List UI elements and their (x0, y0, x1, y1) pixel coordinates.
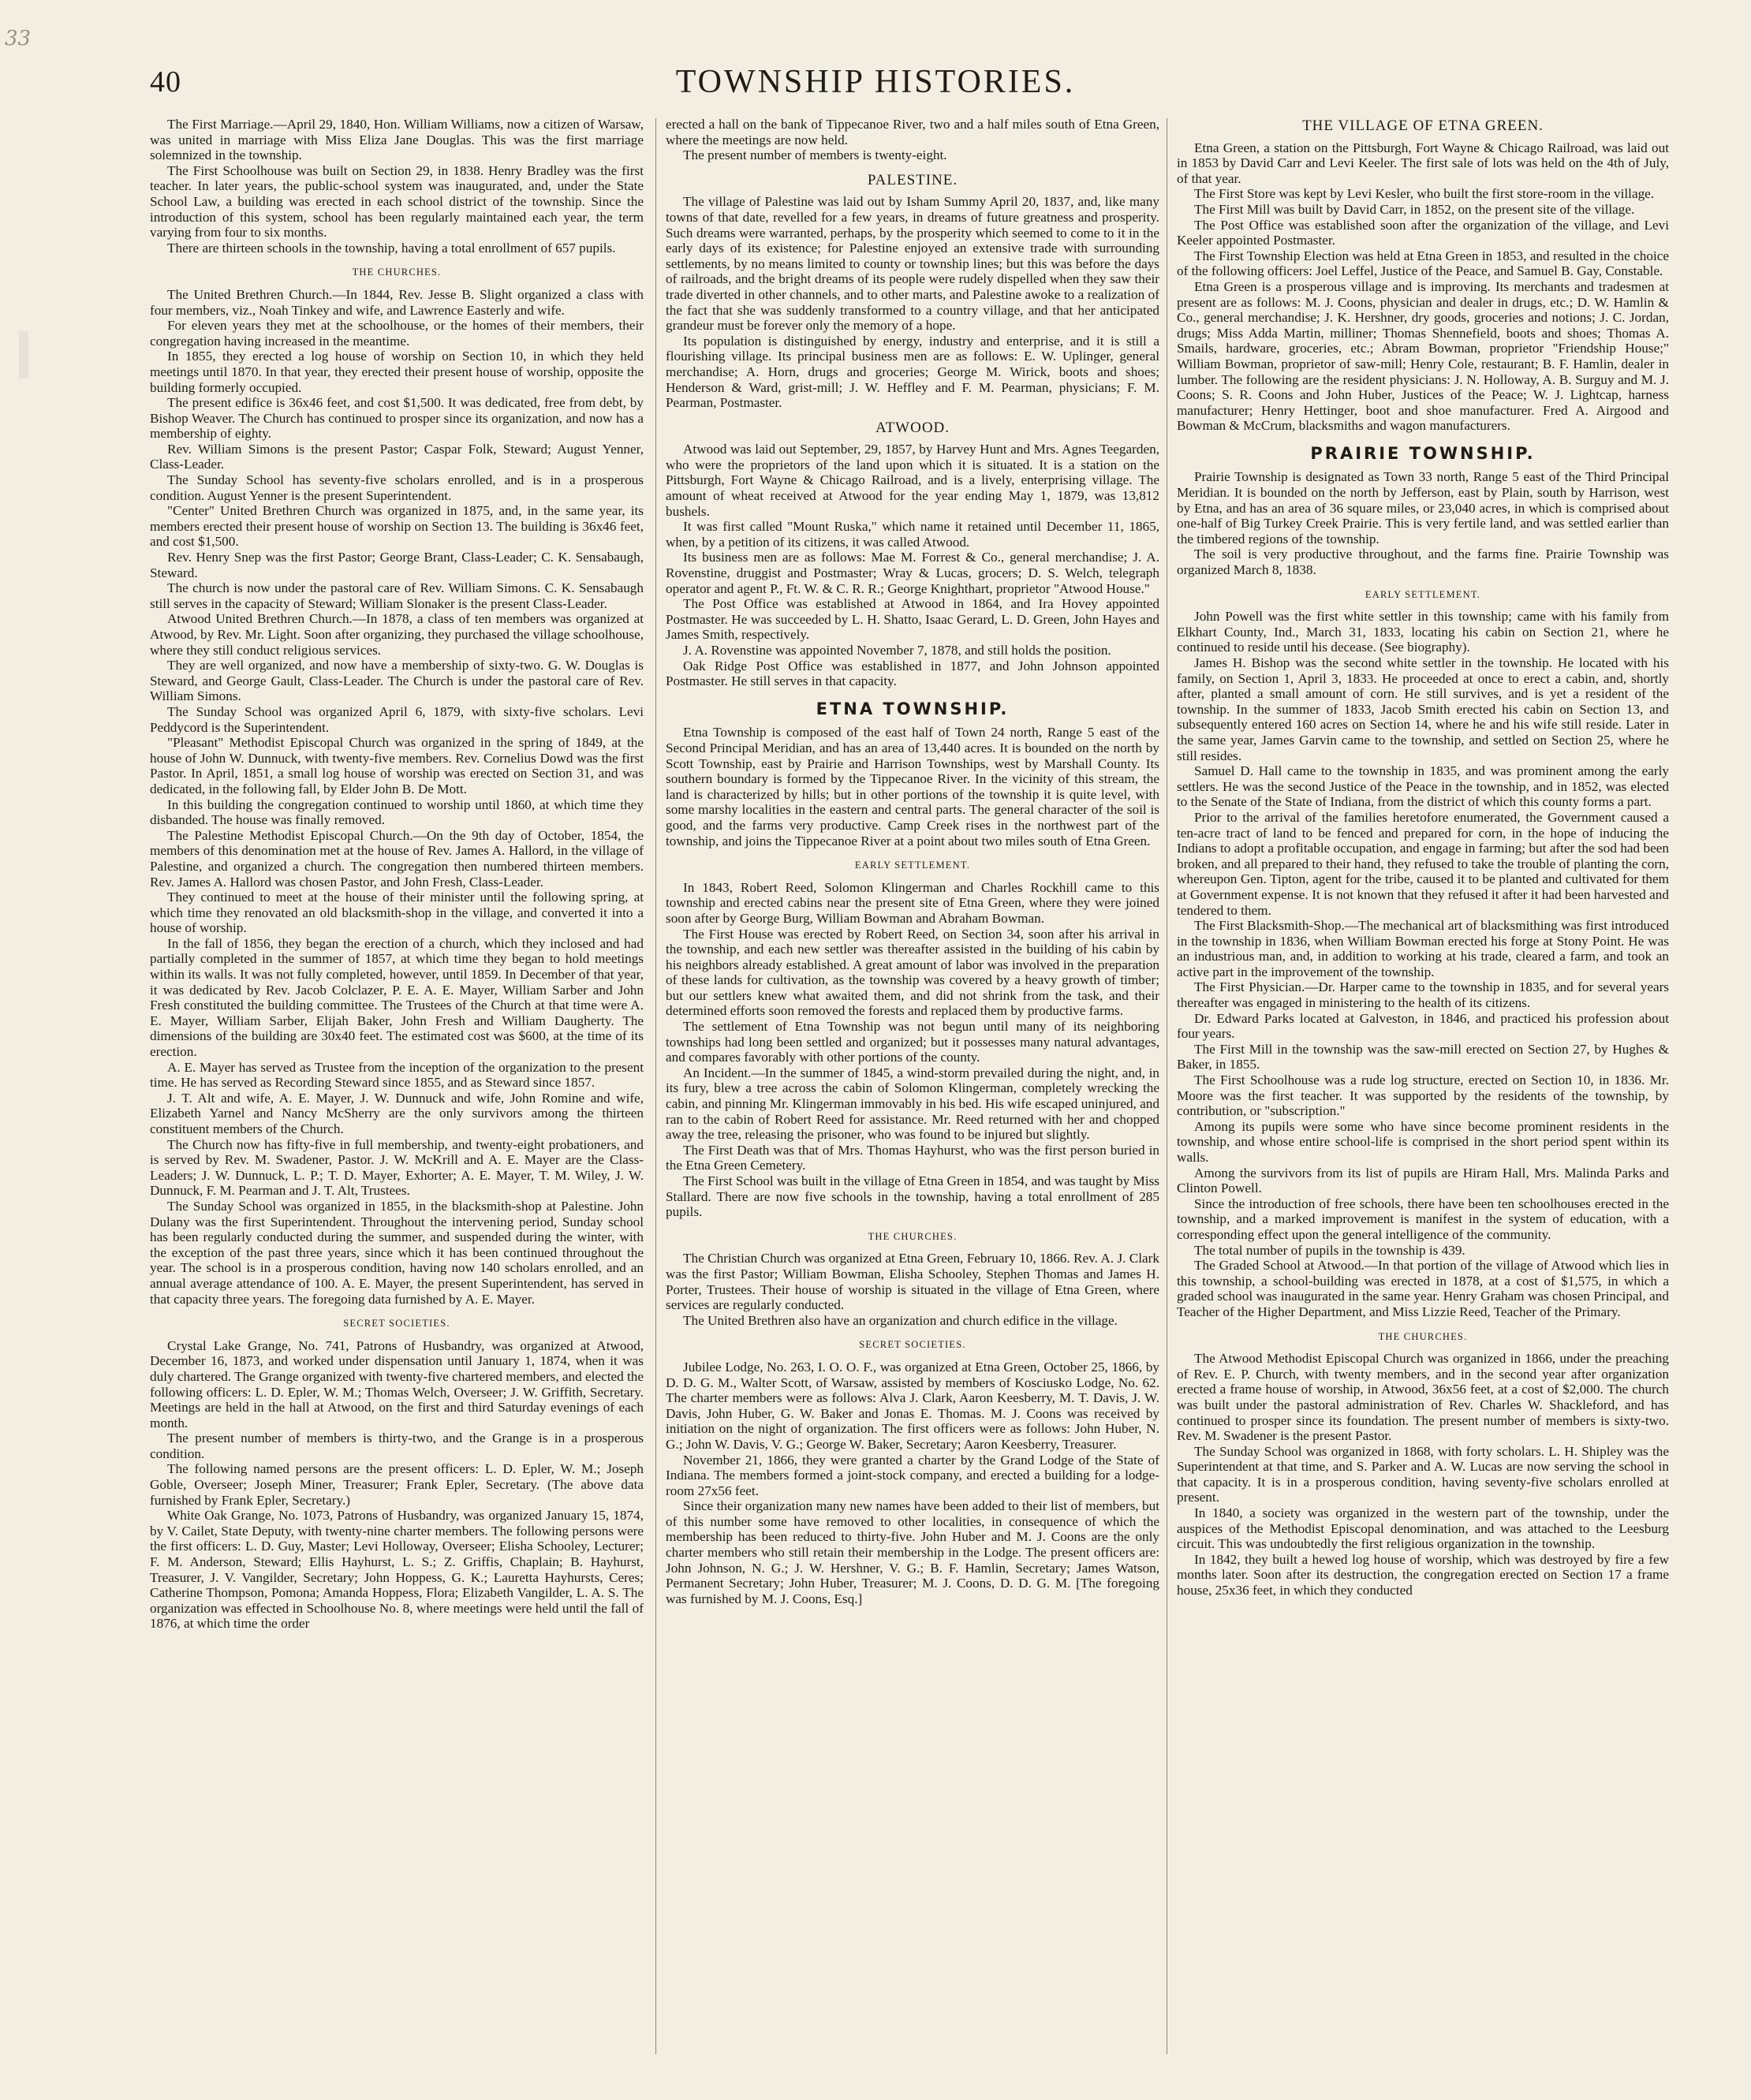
paragraph: The present number of members is twenty-eight. (683, 147, 947, 163)
section-subheading: SECRET SOCIETIES. (343, 1318, 450, 1330)
paper-stain (19, 331, 28, 379)
paragraph: The First Death was that of Mrs. Thomas Hayhurst, who was the first person buried in the Etna Green Cemetery. (666, 1142, 1159, 1173)
paragraph: The First School was built in the village of Etna Green in 1854, and was taught by Miss Stallard. There are now five schools in the township, having a total enrollment of 285 pupils. (666, 1173, 1159, 1220)
pencil-mark: 33 (5, 27, 32, 50)
paragraph: There are thirteen schools in the township, having a total enrollment of 657 pupils. (167, 240, 616, 256)
paragraph: Rev. William Simons is the present Pastor; Caspar Folk, Steward; August Yenner, Class-Leader. (150, 441, 644, 472)
paragraph: John Powell was the first white settler in this township; came with his family from Elkhart County, Ind., March 31, 1833, locating his cabin on Section 21, where he continued to reside until his decease. (See biography). (1177, 609, 1669, 655)
section-subheading: EARLY SETTLEMENT. (854, 860, 971, 871)
paragraph: The Graded School at Atwood.—In that portion of the village of Atwood which lies in this township, a school-building was erected in 1878, at a cost of $1,575, in which a graded school was inaugurated in the same year. Henry Graham was chosen Principal, and Teacher of the Higher Department, and Miss Lizzie Reed, Teacher of the Primary. (1177, 1258, 1669, 1319)
column-rule (655, 118, 656, 2054)
column-1 (150, 117, 644, 1632)
paragraph: The Palestine Methodist Episcopal Church.—On the 9th day of October, 1854, the members of this denomination met at the house of Rev. James A. Hallord, in the village of Palestine, and organized a church. The congregation then numbered thirteen members. Rev. James A. Hallord was chosen Pastor, and John Fresh, Class-Leader. (150, 827, 644, 890)
paragraph: They are well organized, and now have a membership of sixty-two. G. W. Douglas is Steward, and George Gault, Class-Leader. The Church is under the pastoral care of Rev. William Simons. (150, 658, 644, 704)
paragraph: The following named persons are the present officers: L. D. Epler, W. M.; Joseph Goble, Overseer; Joseph Miner, Treasurer; Frank Epler, Secretary. (The above data furnished by Frank Epler, Secretary.) (150, 1461, 644, 1508)
paragraph: Etna Green, a station on the Pittsburgh, Fort Wayne & Chicago Railroad, was laid out in 1853 by David Carr and Levi Keeler. The first sale of lots was held on the 4th of July, of that year. (1177, 140, 1669, 186)
paragraph: The Sunday School was organized April 6, 1879, with sixty-five scholars. Levi Peddycord is the Superintendent. (150, 703, 644, 735)
paragraph: Its business men are as follows: Mae M. Forrest & Co., general merchandise; J. A. Rovenstine, druggist and Postmaster; Wray & Lucas, grocers; D. S. Welch, telegraph operator and agent P., Ft. W. & C. R. R.; George Knighthart, proprietor "Atwood House." (666, 550, 1159, 596)
paragraph: The First House was erected by Robert Reed, on Section 34, soon after his arrival in the township, and each new settler was thereafter assisted in the building of his cabin by his neighbors already established. A great amount of labor was involved in the preparation of these lands for cultivation, as the township was covered by a heavy growth of timber; but our settlers knew what awaited them, and did not shrink from the task, and their determined efforts soon removed the forests and replaced them by productive farms. (666, 926, 1159, 1019)
paragraph: Prior to the arrival of the families heretofore enumerated, the Government caused a ten-acre tract of land to be fenced and prepared for corn, in the hope of inducing the Indians to adopt a profitable occupation, and engage in farming; but after the sod had been broken, and all prepared to their hand, they refused to take the trouble of planting the corn, whereupon Gen. Tipton, agent for the tribe, caused it to be planted and cultivated for them at Government expense. It is not known that they refused it after it had been harvested and tendered to them. (1177, 809, 1669, 918)
paragraph: An Incident.—In the summer of 1845, a wind-storm prevailed during the night, and, in its fury, blew a tree across the cabin of Solomon Klingerman, completely wrecking the cabin, and pinning Mr. Klingerman immovably in his bed. His wife escaped uninjured, and ran to the cabin of Robert Reed for assistance. Mr. Reed returned with her and chopped away the tree, releasing the prisoner, who was found to be injured but slightly. (666, 1065, 1159, 1143)
paragraph: The village of Palestine was laid out by Isham Summy April 20, 1837, and, like many towns of that date, revelled for a few years, in dreams of future greatness and prosperity. Such dreams were warranted, perhaps, by the prosperity which seemed to come to it in the early days of its existence; for Palestine enjoyed an extensive trade with surrounding settlements, by no means limited to county or township lines; but this was before the days of railroads, and the bright dreams of its people were rudely dispelled when they saw their trade diverted in other channels, and to other marts, and Palestine awoke to a realization of the fact that she was suddenly transformed to a country village, and that her anticipated grandeur must be forever only the memory of a hope. (666, 194, 1159, 334)
paragraph: Its population is distinguished by energy, industry and enterprise, and it is still a flourishing village. Its principal business men are as follows: E. W. Uplinger, general merchandise; A. Horn, drugs and groceries; George M. Wirick, boots and shoes; Henderson & Ward, grist-mill; J. W. Heffley and F. M. Pearman, physicians; F. M. Pearman, Postmaster. (666, 333, 1159, 411)
paragraph: The Sunday School has seventy-five scholars enrolled, and is in a prosperous condition. August Yenner is the present Superintendent. (150, 472, 644, 503)
paragraph: Among its pupils were some who have since become prominent residents in the township, and whose entire school-life is comprised in the short period spent within its walls. (1177, 1118, 1669, 1165)
section-heading: ATWOOD. (875, 419, 950, 436)
page-number: 40 (150, 65, 181, 99)
paragraph: The soil is very productive throughout, and the farms fine. Prairie Township was organized March 8, 1838. (1177, 546, 1669, 578)
paragraph: The Post Office was established soon after the organization of the village, and Levi Keeler appointed Postmaster. (1177, 217, 1669, 248)
paragraph: A. E. Mayer has served as Trustee from the inception of the organization to the present time. He has served as Recording Steward since 1855, and as Steward since 1857. (150, 1059, 644, 1091)
section-subheading: SECRET SOCIETIES. (859, 1339, 966, 1351)
section-subheading: THE CHURCHES. (352, 267, 442, 278)
paragraph: In 1855, they erected a log house of worship on Section 10, in which they held meetings until 1870. In that year, they erected their present house of worship, opposite the building formerly occupied. (150, 349, 644, 395)
paragraph: The settlement of Etna Township was not begun until many of its neighboring townships had long been settled and organized; but it possesses many natural advantages, and compares favorably with other portions of the county. (666, 1019, 1159, 1065)
paragraph: Rev. Henry Snep was the first Pastor; George Brant, Class-Leader; C. K. Sensabaugh, Steward. (150, 550, 644, 580)
paragraph: In this building the congregation continued to worship until 1860, at which time they disbanded. The house was finally removed. (150, 796, 644, 828)
paragraph: November 21, 1866, they were granted a charter by the Grand Lodge of the State of Indiana. The members formed a joint-stock company, and erected a building for a lodge-room 27x56 feet. (666, 1452, 1159, 1498)
paragraph: The First Schoolhouse was built on Section 29, in 1838. Henry Bradley was the first teacher. In later years, the public-school system was inaugurated, and, under the State School Law, a building was erected in each school district of the township. Since the introduction of this system, school has been regularly maintained each year, the term varying from four to six months. (150, 162, 644, 241)
paragraph: Crystal Lake Grange, No. 741, Patrons of Husbandry, was organized at Atwood, December 16, 1873, and worked under dispensation until January 1, 1874, when it was duly chartered. The Grange organized with twenty-five chartered members, and elected the following officers: L. D. Epler, W. M.; Thomas Welch, Overseer; J. W. Griffith, Secretary. Meetings are held in the hall at Atwood, on the first and third Saturday evenings of each month. (150, 1337, 644, 1430)
paragraph: For eleven years they met at the schoolhouse, or the homes of their members, their congregation having increased in the meantime. (150, 318, 644, 349)
section-subheading: EARLY SETTLEMENT. (1365, 588, 1481, 600)
section-subheading: THE CHURCHES. (1378, 1330, 1468, 1342)
paragraph: James H. Bishop was the second white settler in the township. He located with his family, on Section 1, April 3, 1833. He proceeded at once to erect a cabin, and, shortly after, planted a small amount of corn. He still survives, and is yet a resident of the township. In the summer of 1833, Jacob Smith erected his cabin on Section 13, and subsequently entered 160 acres on Section 14, where he and his wife still reside. Later in the same year, James Garvin came to the township, and settled on Section 25, where he still resides. (1177, 655, 1669, 763)
paragraph: White Oak Grange, No. 1073, Patrons of Husbandry, was organized January 15, 1874, by V. Cailet, State Deputy, with twenty-nine charter members. The following persons were the first officers: L. D. Guy, Master; Levi Holloway, Overseer; Elisha Schooley, Lecturer; F. M. Anderson, Steward; Ellis Hayhurst, L. S.; Z. Griffis, Chaplain; B. Hayhurst, Treasurer, J. V. Vangilder, Secretary; John Hoppess, G. K.; Lauretta Hayhursts, Ceres; Catherine Thompson, Pomona; Amanda Hoppess, Flora; Elizabeth Vangilder, L. A. S. The organization was effected in Schoolhouse No. 8, where meetings were held until the fall of 1876, at which time the order (150, 1508, 644, 1632)
paragraph: Oak Ridge Post Office was established in 1877, and John Johnson appointed Postmaster. He still serves in that capacity. (666, 658, 1159, 689)
paragraph: The present edifice is 36x46 feet, and cost $1,500. It was dedicated, free from debt, by Bishop Weaver. The Church has continued to prosper since its organization, and now has a membership of eighty. (150, 395, 644, 442)
running-head: TOWNSHIP HISTORIES. (675, 64, 1076, 100)
paragraph: The First Physician.—Dr. Harper came to the township in 1835, and for several years thereafter was engaged in ministering to the health of its citizens. (1177, 979, 1669, 1011)
paragraph: The Sunday School was organized in 1868, with forty scholars. L. H. Shipley was the Superintendent at that time, and S. Parker and A. W. Lucas are now serving the school in that capacity. It is in a prosperous condition, having seventy-five scholars enrolled at present. (1177, 1443, 1669, 1505)
paragraph: The church is now under the pastoral care of Rev. William Simons. C. K. Sensabaugh still serves in the capacity of Steward; William Slonaker is the present Class-Leader. (150, 580, 644, 611)
paragraph: The Sunday School was organized in 1855, in the blacksmith-shop at Palestine. John Dulany was the first Superintendent. Throughout the intervening period, Sunday school has been regularly conducted during the summer, and suspended during the winter, with the exception of the past three years, since which it has been continued throughout the year. The school is in a prosperous condition, having now 140 scholars enrolled, and an annual average attendance of 100. A. E. Mayer, the present Superintendent, has served in that capacity three years. The foregoing data furnished by A. E. Mayer. (150, 1198, 644, 1307)
paragraph: It was first called "Mount Ruska," which name it retained until December 11, 1865, when, by a petition of its citizens, it was called Atwood. (666, 519, 1159, 550)
paragraph: The First Blacksmith-Shop.—The mechanical art of blacksmithing was first introduced in the township in 1836, when William Bowman erected his forge at Stony Point. He was an industrious man, and, in addition to working at his trade, cleared a farm, and took an active part in the improvement of the township. (1177, 918, 1669, 979)
paragraph: The Atwood Methodist Episcopal Church was organized in 1866, under the preaching of Rev. E. P. Church, with twenty members, and in the second year after organization erected a frame house of worship, in Atwood, 36x56 feet, at a cost of $2,000. The church was built under the pastoral administration of Rev. Charles W. Shackleford, and has continued to prosper since its foundation. The present number of members is sixty-two. Rev. M. Swadener is the present Pastor. (1177, 1351, 1669, 1444)
section-subheading: THE CHURCHES. (868, 1230, 958, 1242)
paragraph: In 1842, they built a hewed log house of worship, which was destroyed by fire a few months later. Soon after its destruction, the congregation erected on Section 17 a frame house, 25x36 feet, in which they conducted (1177, 1551, 1669, 1598)
paragraph: Since their organization many new names have been added to their list of members, but of this number some have removed to other localities, in consequence of which the membership has been reduced to thirty-five. John Huber and M. J. Coons are the only charter members who still retain their membership in the Lodge. The present officers are: John Johnson, N. G.; J. W. Hershner, V. G.; B. F. Hamlin, Secretary; James Watson, Permanent Secretary; John Huber, Treasurer; M. J. Coons, D. D. G. M. [The foregoing was furnished by M. J. Coons, Esq.] (666, 1498, 1159, 1606)
paragraph: The First Marriage.—April 29, 1840, Hon. William Williams, now a citizen of Warsaw, was united in marriage with Miss Eliza Jane Douglas. This was the first marriage solemnized in the township. (150, 117, 644, 163)
column-2 (666, 117, 1159, 1606)
paragraph: The First Mill in the township was the saw-mill erected on Section 27, by Hughes & Baker, in 1855. (1177, 1041, 1669, 1072)
paragraph: "Pleasant" Methodist Episcopal Church was organized in the spring of 1849, at the house of John W. Dunnuck, with twenty-five members. Rev. Cornelius Dowd was the first Pastor. In April, 1851, a small log house of worship was erected on Section 31, and was dedicated, in the following fall, by Elder John B. De Mott. (150, 735, 644, 796)
township-heading: PRAIRIE TOWNSHIP. (1310, 443, 1536, 463)
paragraph: The Post Office was established at Atwood in 1864, and Ira Hovey appointed Postmaster. He was succeeded by L. H. Shatto, Isaac Gerard, L. D. Green, John Hayes and James Smith, respectively. (666, 596, 1159, 643)
paragraph: The Church now has fifty-five in full membership, and twenty-eight probationers, and is served by Rev. M. Swadener, Pastor. J. W. McKrill and A. E. Mayer are the Class-Leaders; J. W. Dunnuck, L. P.; T. D. Mayer, Exhorter; A. E. Mayer, T. M. Wiley, J. W. Dunnuck, F. M. Pearman and J. T. Alt, Trustees. (150, 1136, 644, 1199)
paragraph: The First Township Election was held at Etna Green in 1853, and resulted in the choice of the following officers: Joel Leffel, Justice of the Peace, and Samuel B. Gay, Constable. (1177, 248, 1669, 279)
paragraph: Jubilee Lodge, No. 263, I. O. O. F., was organized at Etna Green, October 25, 1866, by D. D. G. M., Walter Scott, of Warsaw, assisted by members of Kosciusko Lodge, No. 62. The charter members were as follows: Alva J. Clark, Aaron Keesberry, M. T. Davis, J. W. Davis, John Huber, G. W. Baker and Jonas E. Thomas. M. J. Coons was received by initiation on the night of organization. The first officers were as follows: John Huber, N. G.; John W. Davis, V. G.; George W. Baker, Secretary; Aaron Keesberry, Treasurer. (666, 1359, 1159, 1452)
paragraph: The First Store was kept by Levi Kesler, who built the first store-room in the village. (1194, 186, 1655, 202)
paragraph: Etna Green is a prosperous village and is improving. Its merchants and tradesmen at present are as follows: M. J. Coons, physician and dealer in drugs, etc.; D. W. Hamlin & Co., general merchandise; J. K. Hershner, dry goods, groceries and notions; J. C. Jordan, drugs; Miss Adda Martin, milliner; Thomas Shennefield, boots and shoes; Thomas A. Smails, hardware, groceries, etc.; Abram Bowman, proprietor "Friendship House;" William Bowman, proprietor of saw-mill; Henry Cole, restaurant; B. F. Hamlin, dealer in lumber. The following are the resident physicians: J. N. Holloway, A. B. Surguy and M. J. Coons; S. R. Coons and John Huber, Justices of the Peace; W. J. Lightcap, harness manufacturer; Henry Hettinger, boot and shoe manufacturer. Fred A. Airgood and Bowman & McCrum, blacksmiths and wagon manufacturers. (1177, 278, 1669, 434)
paragraph: The First Schoolhouse was a rude log structure, erected on Section 10, in 1836. Mr. Moore was the first teacher. It was supported by the residents of the township, by contribution, or "subscription." (1177, 1072, 1669, 1119)
paragraph: The United Brethren also have an organization and church edifice in the village. (683, 1312, 1118, 1328)
paragraph: In 1840, a society was organized in the western part of the township, under the auspices of the Methodist Episcopal denomination, and was attached to the Leesburg circuit. This was undoubtedly the first religious organization in the township. (1177, 1505, 1669, 1552)
paragraph: Atwood United Brethren Church.—In 1878, a class of ten members was organized at Atwood, by Rev. Mr. Light. Soon after organizing, they purchased the village schoolhouse, where they still conduct religious services. (150, 611, 644, 658)
section-heading: THE VILLAGE OF ETNA GREEN. (1302, 117, 1544, 134)
paragraph: In the fall of 1856, they began the erection of a church, which they inclosed and had partially completed in the summer of 1857, at which time they began to hold meetings within its walls. It was not fully completed, however, until 1859. In December of that year, it was dedicated by Rev. Jacob Colclazer, P. E. A. E. Mayer, William Sarber and John Fresh constituted the building committee. The Trustees of the Church at that time were A. E. Mayer, William Sarber, Elijah Baker, John Fresh and William Daugherty. The dimensions of the building are 30x40 feet. The estimated cost was $600, at the time of its erection. (150, 935, 644, 1060)
paragraph: Since the introduction of free schools, there have been ten schoolhouses erected in the township, and a marked improvement is manifest in the system of education, with a corresponding effect upon the general intelligence of the community. (1177, 1195, 1669, 1242)
township-heading: ETNA TOWNSHIP. (816, 699, 1010, 718)
paragraph: The Christian Church was organized at Etna Green, February 10, 1866. Rev. A. J. Clark was the first Pastor; William Bowman, Elisha Schooley, Stephen Thomas and James H. Porter, Trustees. Their house of worship is situated in the village of Etna Green, where services are regularly conducted. (666, 1251, 1159, 1313)
paragraph: The First Mill was built by David Carr, in 1852, on the present site of the village. (1194, 201, 1635, 217)
paragraph: In 1843, Robert Reed, Solomon Klingerman and Charles Rockhill came to this township and erected cabins near the present site of Etna Green, where they were joined soon after by George Burg, William Bowman and Abraham Bowman. (666, 879, 1159, 926)
paragraph: J. A. Rovenstine was appointed November 7, 1878, and still holds the position. (683, 643, 1111, 658)
column-3 (1177, 117, 1669, 1598)
paragraph: The total number of pupils in the township is 439. (1194, 1242, 1465, 1258)
paragraph: Among the survivors from its list of pupils are Hiram Hall, Mrs. Malinda Parks and Clinton Powell. (1177, 1165, 1669, 1196)
paragraph: Atwood was laid out September, 29, 1857, by Harvey Hunt and Mrs. Agnes Teegarden, who were the proprietors of the land upon which it is situated. It is a station on the Pittsburgh, Fort Wayne & Chicago Railroad, and is a lively, enterprising village. The amount of wheat received at Atwood for the year ending May 1, 1879, was 13,812 bushels. (666, 442, 1159, 519)
paragraph: erected a hall on the bank of Tippecanoe River, two and a half miles south of Etna Green, where the meetings are now held. (666, 117, 1159, 147)
paragraph: Prairie Township is designated as Town 33 north, Range 5 east of the Third Principal Meridian. It is bounded on the north by Jefferson, east by Plain, south by Harrison, west by Etna, and has an area of 36 square miles, or 23,040 acres, in which is comprised about one-half of Big Turkey Creek Prairie. This is very fertile land, and was settled earlier than the timbered regions of the township. (1177, 469, 1669, 546)
paragraph: Dr. Edward Parks located at Galveston, in 1846, and practiced his profession about four years. (1177, 1010, 1669, 1042)
section-heading: PALESTINE. (867, 171, 958, 188)
paragraph: They continued to meet at the house of their minister until the following spring, at which time they renovated an old blacksmith-shop in the village, and converted it into a house of worship. (150, 890, 644, 936)
paragraph: Etna Township is composed of the east half of Town 24 north, Range 5 east of the Second Principal Meridian, and has an area of 13,440 acres. It is bounded on the north by Scott Township, east by Prairie and Harrison Townships, west by Marshall County. Its southern boundary is formed by the Tippecanoe River. In the vicinity of this stream, the land is characterized by hills; but in other portions of the township it is quite level, with some marshy localities in the eastern and central parts. The general character of the soil is good, and the farms very productive. Camp Creek rises in the northwest part of the township, and joins the Tippecanoe River at a point about two miles south of Etna Green. (666, 725, 1159, 849)
paragraph: The United Brethren Church.—In 1844, Rev. Jesse B. Slight organized a class with four members, viz., Noah Tinkey and wife, and Lawrence Easterly and wife. (150, 286, 644, 318)
paragraph: The present number of members is thirty-two, and the Grange is in a prosperous condition. (150, 1430, 644, 1461)
paragraph: "Center" United Brethren Church was organized in 1875, and, in the same year, its members erected their present house of worship on Section 13. The building is 36x46 feet, and cost $1,500. (150, 503, 644, 550)
paragraph: Samuel D. Hall came to the township in 1835, and was prominent among the early settlers. He was the second Justice of the Peace in the township, and in 1852, was elected to the Senate of the State of Indiana, from the district of which this county forms a part. (1177, 763, 1669, 810)
paragraph: J. T. Alt and wife, A. E. Mayer, J. W. Dunnuck and wife, John Romine and wife, Elizabeth Yarnel and Nancy McSherry are the only survivors among the thirteen constituent members of the Church. (150, 1090, 644, 1136)
